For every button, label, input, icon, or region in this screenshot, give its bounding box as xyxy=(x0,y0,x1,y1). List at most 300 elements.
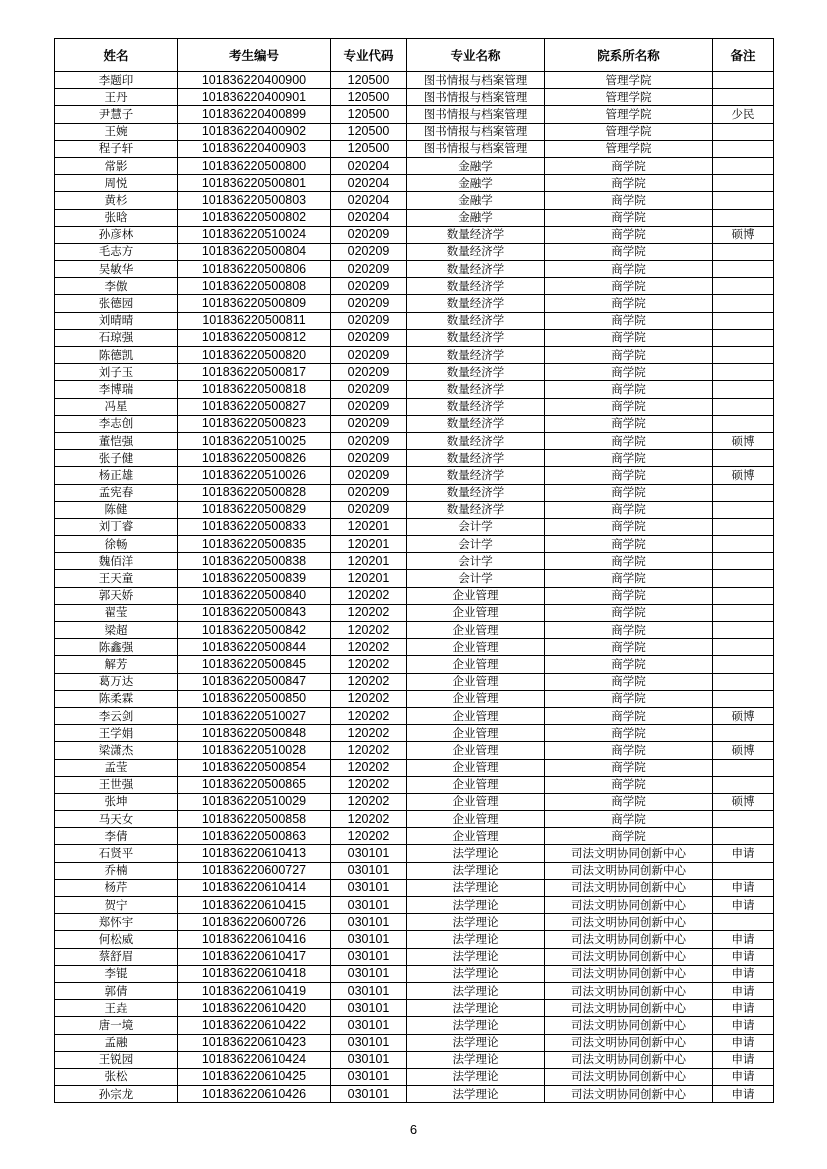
cell-major-name: 会计学 xyxy=(407,536,545,553)
cell-department: 管理学院 xyxy=(545,89,713,106)
cell-candidate-id: 101836220500812 xyxy=(178,329,331,346)
cell-major-code: 120500 xyxy=(331,140,407,157)
cell-major-code: 120202 xyxy=(331,622,407,639)
cell-remark xyxy=(713,450,774,467)
header-name: 姓名 xyxy=(55,39,178,72)
cell-remark: 硕博 xyxy=(713,432,774,449)
cell-major-code: 120202 xyxy=(331,604,407,621)
cell-major-name: 法学理论 xyxy=(407,879,545,896)
cell-candidate-id: 101836220610419 xyxy=(178,982,331,999)
cell-major-code: 020204 xyxy=(331,192,407,209)
cell-department: 管理学院 xyxy=(545,72,713,89)
cell-candidate-id: 101836220500801 xyxy=(178,175,331,192)
cell-remark xyxy=(713,278,774,295)
cell-major-name: 数量经济学 xyxy=(407,381,545,398)
cell-remark xyxy=(713,553,774,570)
cell-department: 商学院 xyxy=(545,432,713,449)
cell-candidate-id: 101836220610413 xyxy=(178,845,331,862)
cell-name: 翟莹 xyxy=(55,604,178,621)
header-candidate-id: 考生编号 xyxy=(178,39,331,72)
cell-department: 商学院 xyxy=(545,364,713,381)
cell-remark xyxy=(713,828,774,845)
table-row xyxy=(55,862,774,879)
cell-department: 商学院 xyxy=(545,742,713,759)
cell-major-name: 企业管理 xyxy=(407,622,545,639)
table-row xyxy=(55,140,774,157)
cell-major-name: 数量经济学 xyxy=(407,312,545,329)
cell-candidate-id: 101836220500802 xyxy=(178,209,331,226)
cell-major-name: 法学理论 xyxy=(407,1068,545,1085)
cell-major-code: 020209 xyxy=(331,261,407,278)
cell-remark: 申请 xyxy=(713,1017,774,1034)
cell-department: 商学院 xyxy=(545,793,713,810)
cell-candidate-id: 101836220500804 xyxy=(178,243,331,260)
cell-candidate-id: 101836220600726 xyxy=(178,914,331,931)
table-row xyxy=(55,450,774,467)
cell-major-name: 企业管理 xyxy=(407,656,545,673)
cell-remark xyxy=(713,398,774,415)
table-row xyxy=(55,501,774,518)
cell-candidate-id: 101836220500842 xyxy=(178,622,331,639)
table-row xyxy=(55,398,774,415)
cell-remark xyxy=(713,862,774,879)
cell-name: 陈柔霖 xyxy=(55,690,178,707)
table-row xyxy=(55,157,774,174)
table-row xyxy=(55,518,774,535)
cell-remark xyxy=(713,673,774,690)
table-row xyxy=(55,639,774,656)
cell-remark: 硕博 xyxy=(713,793,774,810)
cell-remark xyxy=(713,604,774,621)
cell-name: 张松 xyxy=(55,1068,178,1085)
cell-department: 商学院 xyxy=(545,673,713,690)
cell-major-name: 法学理论 xyxy=(407,897,545,914)
cell-major-name: 法学理论 xyxy=(407,1051,545,1068)
cell-remark: 申请 xyxy=(713,982,774,999)
cell-remark xyxy=(713,72,774,89)
cell-candidate-id: 101836220500829 xyxy=(178,501,331,518)
cell-remark: 少民 xyxy=(713,106,774,123)
table-header-row xyxy=(55,39,774,72)
cell-candidate-id: 101836220500858 xyxy=(178,811,331,828)
cell-candidate-id: 101836220500818 xyxy=(178,381,331,398)
table-row xyxy=(55,192,774,209)
cell-name: 刘晴晴 xyxy=(55,312,178,329)
cell-major-code: 120202 xyxy=(331,639,407,656)
table-row xyxy=(55,982,774,999)
cell-remark xyxy=(713,811,774,828)
cell-major-name: 法学理论 xyxy=(407,982,545,999)
cell-candidate-id: 101836220500848 xyxy=(178,725,331,742)
cell-department: 商学院 xyxy=(545,312,713,329)
cell-department: 商学院 xyxy=(545,398,713,415)
cell-name: 毛志方 xyxy=(55,243,178,260)
table-row xyxy=(55,673,774,690)
cell-remark: 硕博 xyxy=(713,707,774,724)
cell-department: 司法文明协同创新中心 xyxy=(545,845,713,862)
cell-name: 孟宪春 xyxy=(55,484,178,501)
cell-candidate-id: 101836220610422 xyxy=(178,1017,331,1034)
cell-department: 商学院 xyxy=(545,639,713,656)
cell-major-name: 图书情报与档案管理 xyxy=(407,123,545,140)
cell-name: 陈鑫强 xyxy=(55,639,178,656)
cell-major-name: 数量经济学 xyxy=(407,329,545,346)
cell-major-code: 030101 xyxy=(331,982,407,999)
cell-candidate-id: 101836220610424 xyxy=(178,1051,331,1068)
cell-major-code: 120201 xyxy=(331,553,407,570)
cell-remark xyxy=(713,690,774,707)
cell-remark xyxy=(713,312,774,329)
cell-name: 王垚 xyxy=(55,1000,178,1017)
cell-major-code: 020209 xyxy=(331,432,407,449)
cell-major-name: 企业管理 xyxy=(407,742,545,759)
table-row xyxy=(55,123,774,140)
cell-remark: 申请 xyxy=(713,931,774,948)
cell-major-name: 企业管理 xyxy=(407,725,545,742)
table-row xyxy=(55,329,774,346)
cell-major-code: 120500 xyxy=(331,106,407,123)
cell-major-name: 图书情报与档案管理 xyxy=(407,106,545,123)
cell-major-code: 030101 xyxy=(331,1034,407,1051)
table-row xyxy=(55,604,774,621)
cell-major-name: 企业管理 xyxy=(407,673,545,690)
cell-major-code: 120202 xyxy=(331,811,407,828)
cell-name: 乔楠 xyxy=(55,862,178,879)
cell-remark: 申请 xyxy=(713,1068,774,1085)
cell-candidate-id: 101836220500806 xyxy=(178,261,331,278)
cell-major-code: 020209 xyxy=(331,415,407,432)
page-number: 6 xyxy=(409,1122,418,1137)
cell-name: 张坤 xyxy=(55,793,178,810)
cell-department: 商学院 xyxy=(545,329,713,346)
table-row xyxy=(55,536,774,553)
table-row xyxy=(55,828,774,845)
table-row xyxy=(55,759,774,776)
cell-department: 司法文明协同创新中心 xyxy=(545,931,713,948)
cell-major-code: 120202 xyxy=(331,656,407,673)
cell-remark xyxy=(713,484,774,501)
cell-major-code: 030101 xyxy=(331,1086,407,1103)
cell-major-code: 030101 xyxy=(331,914,407,931)
cell-major-code: 030101 xyxy=(331,948,407,965)
cell-name: 蔡舒眉 xyxy=(55,948,178,965)
cell-department: 商学院 xyxy=(545,622,713,639)
cell-remark xyxy=(713,776,774,793)
admission-list-table xyxy=(54,38,774,1103)
table-row xyxy=(55,1086,774,1103)
cell-name: 石琼强 xyxy=(55,329,178,346)
cell-department: 商学院 xyxy=(545,553,713,570)
cell-remark: 申请 xyxy=(713,1034,774,1051)
cell-department: 商学院 xyxy=(545,415,713,432)
cell-candidate-id: 101836220500847 xyxy=(178,673,331,690)
cell-major-name: 金融学 xyxy=(407,209,545,226)
cell-major-name: 数量经济学 xyxy=(407,432,545,449)
cell-department: 管理学院 xyxy=(545,106,713,123)
cell-name: 葛万达 xyxy=(55,673,178,690)
table-row xyxy=(55,243,774,260)
cell-major-code: 020209 xyxy=(331,484,407,501)
cell-major-name: 企业管理 xyxy=(407,776,545,793)
cell-name: 梁超 xyxy=(55,622,178,639)
cell-name: 孟融 xyxy=(55,1034,178,1051)
cell-department: 司法文明协同创新中心 xyxy=(545,914,713,931)
cell-department: 商学院 xyxy=(545,278,713,295)
cell-major-code: 020209 xyxy=(331,312,407,329)
cell-department: 商学院 xyxy=(545,347,713,364)
table-row xyxy=(55,879,774,896)
cell-major-code: 120500 xyxy=(331,123,407,140)
cell-candidate-id: 101836220500828 xyxy=(178,484,331,501)
cell-remark xyxy=(713,261,774,278)
cell-name: 徐畅 xyxy=(55,536,178,553)
cell-department: 司法文明协同创新中心 xyxy=(545,1051,713,1068)
table-row xyxy=(55,226,774,243)
cell-remark: 申请 xyxy=(713,845,774,862)
table-row xyxy=(55,845,774,862)
cell-major-code: 120202 xyxy=(331,690,407,707)
cell-major-code: 020209 xyxy=(331,243,407,260)
table-row xyxy=(55,415,774,432)
cell-candidate-id: 101836220500809 xyxy=(178,295,331,312)
cell-candidate-id: 101836220500854 xyxy=(178,759,331,776)
cell-major-code: 030101 xyxy=(331,897,407,914)
cell-department: 商学院 xyxy=(545,570,713,587)
table-row xyxy=(55,278,774,295)
cell-major-code: 020209 xyxy=(331,381,407,398)
cell-major-code: 020209 xyxy=(331,295,407,312)
cell-major-name: 企业管理 xyxy=(407,690,545,707)
cell-candidate-id: 101836220500800 xyxy=(178,157,331,174)
cell-candidate-id: 101836220500803 xyxy=(178,192,331,209)
cell-name: 李锟 xyxy=(55,965,178,982)
table-row xyxy=(55,776,774,793)
cell-major-name: 数量经济学 xyxy=(407,226,545,243)
table-row xyxy=(55,1051,774,1068)
cell-remark: 申请 xyxy=(713,965,774,982)
cell-major-name: 企业管理 xyxy=(407,707,545,724)
table-row xyxy=(55,587,774,604)
cell-major-name: 数量经济学 xyxy=(407,364,545,381)
cell-department: 司法文明协同创新中心 xyxy=(545,948,713,965)
cell-name: 郭天娇 xyxy=(55,587,178,604)
cell-remark xyxy=(713,192,774,209)
table-row xyxy=(55,914,774,931)
cell-major-code: 120500 xyxy=(331,89,407,106)
cell-name: 张子健 xyxy=(55,450,178,467)
table-row xyxy=(55,553,774,570)
cell-candidate-id: 101836220610420 xyxy=(178,1000,331,1017)
table-row xyxy=(55,897,774,914)
cell-candidate-id: 101836220500863 xyxy=(178,828,331,845)
cell-name: 王婉 xyxy=(55,123,178,140)
cell-department: 司法文明协同创新中心 xyxy=(545,965,713,982)
cell-candidate-id: 101836220500843 xyxy=(178,604,331,621)
cell-remark xyxy=(713,329,774,346)
cell-department: 司法文明协同创新中心 xyxy=(545,1068,713,1085)
cell-major-code: 030101 xyxy=(331,931,407,948)
table-row xyxy=(55,1034,774,1051)
cell-major-name: 数量经济学 xyxy=(407,450,545,467)
cell-major-code: 030101 xyxy=(331,1000,407,1017)
cell-name: 黄杉 xyxy=(55,192,178,209)
cell-major-code: 020209 xyxy=(331,501,407,518)
cell-major-name: 法学理论 xyxy=(407,965,545,982)
cell-department: 商学院 xyxy=(545,192,713,209)
cell-department: 司法文明协同创新中心 xyxy=(545,1086,713,1103)
cell-department: 商学院 xyxy=(545,157,713,174)
cell-major-code: 030101 xyxy=(331,845,407,862)
cell-major-name: 金融学 xyxy=(407,157,545,174)
cell-department: 商学院 xyxy=(545,261,713,278)
table-row xyxy=(55,364,774,381)
header-remark: 备注 xyxy=(713,39,774,72)
cell-name: 孙彦林 xyxy=(55,226,178,243)
cell-major-code: 030101 xyxy=(331,862,407,879)
cell-major-code: 020209 xyxy=(331,450,407,467)
cell-name: 李云剑 xyxy=(55,707,178,724)
cell-candidate-id: 101836220500808 xyxy=(178,278,331,295)
cell-major-name: 数量经济学 xyxy=(407,347,545,364)
cell-candidate-id: 101836220500840 xyxy=(178,587,331,604)
cell-name: 张晗 xyxy=(55,209,178,226)
cell-remark: 申请 xyxy=(713,879,774,896)
cell-name: 孟莹 xyxy=(55,759,178,776)
cell-major-name: 企业管理 xyxy=(407,828,545,845)
cell-major-name: 数量经济学 xyxy=(407,295,545,312)
cell-name: 常影 xyxy=(55,157,178,174)
cell-name: 杨正雄 xyxy=(55,467,178,484)
cell-major-code: 020209 xyxy=(331,364,407,381)
cell-major-name: 法学理论 xyxy=(407,1086,545,1103)
cell-candidate-id: 101836220500835 xyxy=(178,536,331,553)
cell-candidate-id: 101836220500850 xyxy=(178,690,331,707)
cell-candidate-id: 101836220500826 xyxy=(178,450,331,467)
cell-major-name: 会计学 xyxy=(407,518,545,535)
cell-name: 冯星 xyxy=(55,398,178,415)
cell-remark: 申请 xyxy=(713,1000,774,1017)
cell-department: 商学院 xyxy=(545,175,713,192)
table-row xyxy=(55,295,774,312)
cell-remark xyxy=(713,347,774,364)
cell-name: 程子轩 xyxy=(55,140,178,157)
cell-department: 商学院 xyxy=(545,381,713,398)
table-row xyxy=(55,931,774,948)
cell-name: 王丹 xyxy=(55,89,178,106)
table-row xyxy=(55,707,774,724)
cell-major-name: 金融学 xyxy=(407,175,545,192)
cell-department: 商学院 xyxy=(545,450,713,467)
cell-candidate-id: 101836220610418 xyxy=(178,965,331,982)
cell-name: 马天女 xyxy=(55,811,178,828)
cell-candidate-id: 101836220610416 xyxy=(178,931,331,948)
cell-candidate-id: 101836220610423 xyxy=(178,1034,331,1051)
cell-major-name: 会计学 xyxy=(407,570,545,587)
cell-major-code: 020204 xyxy=(331,175,407,192)
cell-candidate-id: 101836220500827 xyxy=(178,398,331,415)
header-major-code: 专业代码 xyxy=(331,39,407,72)
cell-department: 商学院 xyxy=(545,776,713,793)
cell-name: 贺宁 xyxy=(55,897,178,914)
cell-remark xyxy=(713,415,774,432)
cell-department: 司法文明协同创新中心 xyxy=(545,1000,713,1017)
cell-major-name: 企业管理 xyxy=(407,639,545,656)
cell-department: 商学院 xyxy=(545,707,713,724)
cell-name: 陈健 xyxy=(55,501,178,518)
cell-major-name: 企业管理 xyxy=(407,759,545,776)
cell-major-name: 数量经济学 xyxy=(407,398,545,415)
cell-remark xyxy=(713,209,774,226)
cell-name: 郭倩 xyxy=(55,982,178,999)
table-row xyxy=(55,1068,774,1085)
cell-name: 石贤平 xyxy=(55,845,178,862)
cell-remark: 申请 xyxy=(713,948,774,965)
cell-major-name: 数量经济学 xyxy=(407,243,545,260)
cell-department: 商学院 xyxy=(545,690,713,707)
cell-candidate-id: 101836220500838 xyxy=(178,553,331,570)
cell-major-code: 030101 xyxy=(331,1068,407,1085)
table-row xyxy=(55,656,774,673)
table-row xyxy=(55,347,774,364)
cell-major-name: 企业管理 xyxy=(407,604,545,621)
table-row xyxy=(55,811,774,828)
table-row xyxy=(55,725,774,742)
cell-remark xyxy=(713,639,774,656)
cell-candidate-id: 101836220510029 xyxy=(178,793,331,810)
cell-major-name: 企业管理 xyxy=(407,811,545,828)
cell-department: 商学院 xyxy=(545,828,713,845)
cell-major-code: 120201 xyxy=(331,570,407,587)
header-major-name: 专业名称 xyxy=(407,39,545,72)
cell-name: 王学娟 xyxy=(55,725,178,742)
cell-name: 梁潇杰 xyxy=(55,742,178,759)
cell-remark: 申请 xyxy=(713,1051,774,1068)
cell-major-code: 120201 xyxy=(331,518,407,535)
cell-candidate-id: 101836220510024 xyxy=(178,226,331,243)
cell-major-name: 法学理论 xyxy=(407,948,545,965)
cell-department: 商学院 xyxy=(545,587,713,604)
cell-major-code: 030101 xyxy=(331,879,407,896)
header-department: 院系所名称 xyxy=(545,39,713,72)
table-row xyxy=(55,484,774,501)
cell-major-code: 120202 xyxy=(331,776,407,793)
cell-major-code: 030101 xyxy=(331,965,407,982)
cell-department: 商学院 xyxy=(545,295,713,312)
cell-department: 商学院 xyxy=(545,604,713,621)
cell-name: 唐一境 xyxy=(55,1017,178,1034)
cell-remark xyxy=(713,725,774,742)
cell-department: 司法文明协同创新中心 xyxy=(545,982,713,999)
table-row xyxy=(55,570,774,587)
cell-major-code: 120202 xyxy=(331,725,407,742)
cell-candidate-id: 101836220500833 xyxy=(178,518,331,535)
cell-name: 刘丁睿 xyxy=(55,518,178,535)
cell-remark xyxy=(713,536,774,553)
table-row xyxy=(55,261,774,278)
cell-major-name: 法学理论 xyxy=(407,1017,545,1034)
cell-department: 商学院 xyxy=(545,811,713,828)
cell-department: 商学院 xyxy=(545,656,713,673)
cell-remark xyxy=(713,140,774,157)
cell-candidate-id: 101836220510028 xyxy=(178,742,331,759)
cell-major-name: 数量经济学 xyxy=(407,415,545,432)
cell-major-code: 030101 xyxy=(331,1017,407,1034)
cell-candidate-id: 101836220400899 xyxy=(178,106,331,123)
cell-candidate-id: 101836220600727 xyxy=(178,862,331,879)
cell-name: 孙宗龙 xyxy=(55,1086,178,1103)
table-row xyxy=(55,432,774,449)
cell-name: 李倩 xyxy=(55,828,178,845)
